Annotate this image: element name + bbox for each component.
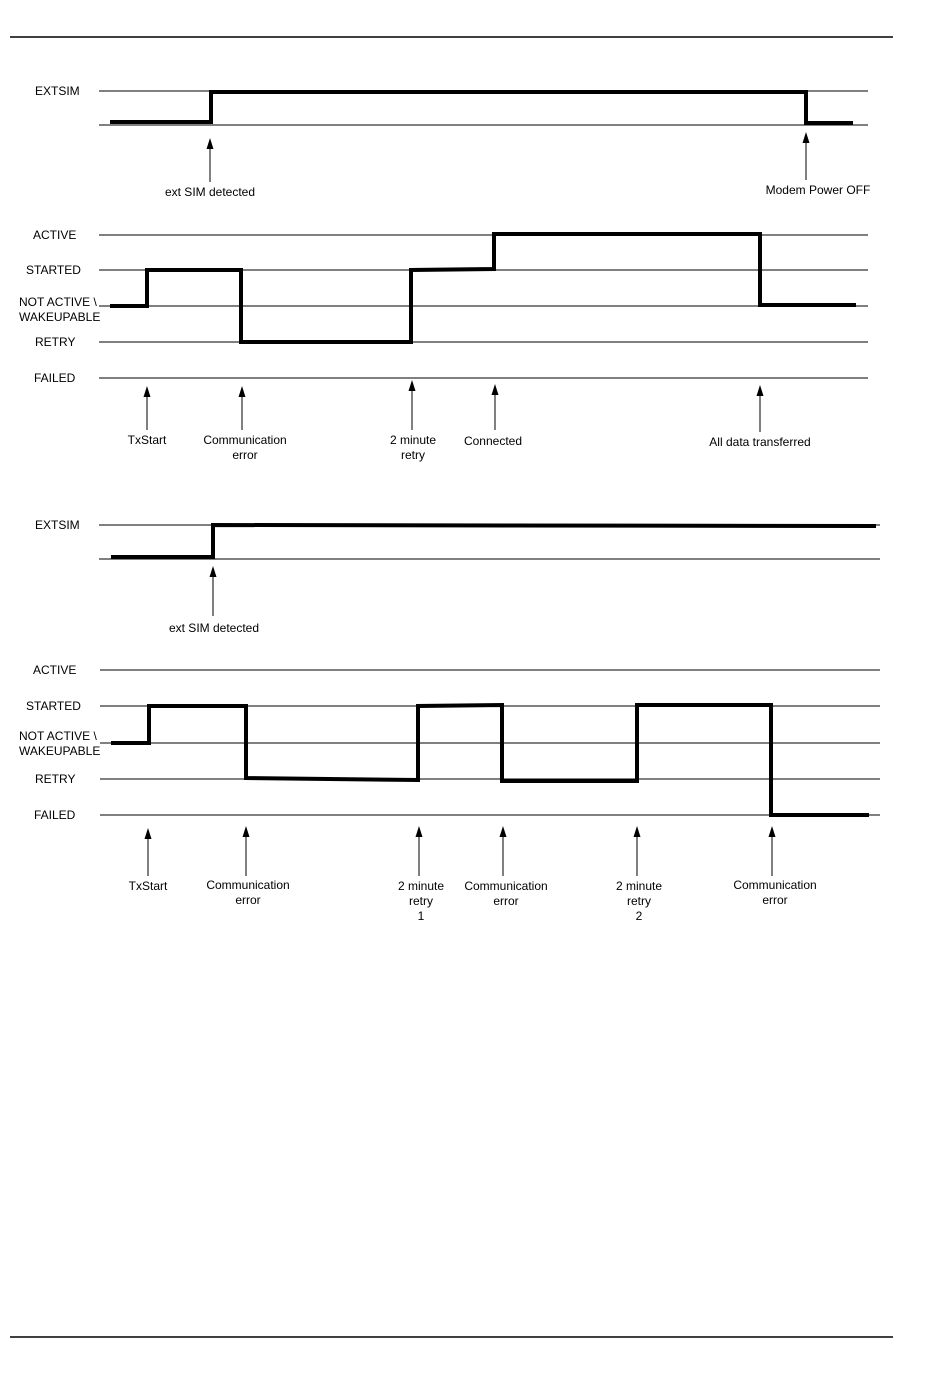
event-label: Connected xyxy=(463,434,523,448)
signal-trace xyxy=(110,234,856,342)
level-label-retry: RETRY xyxy=(35,335,76,349)
arrow-head-icon xyxy=(239,386,246,397)
level-label-active: ACTIVE xyxy=(33,228,77,242)
panel-state-1 xyxy=(19,228,868,462)
arrow-head-icon xyxy=(803,132,810,143)
event-label: TxStart xyxy=(127,433,167,447)
event-label: Modem Power OFF xyxy=(765,183,871,197)
arrow-head-icon xyxy=(210,566,217,577)
event-2-minute-retry-2 xyxy=(616,826,662,923)
level-label-started: STARTED xyxy=(26,699,81,713)
event-2-minute-retry-1 xyxy=(398,826,444,923)
event-txstart xyxy=(129,828,168,893)
arrow-head-icon xyxy=(492,384,499,395)
event-label: ext SIM detected xyxy=(164,185,256,199)
event-label: All data transferred xyxy=(709,435,811,449)
signal-trace xyxy=(110,92,853,123)
event-communication-error xyxy=(206,826,289,907)
event-label: Communication error xyxy=(464,879,548,908)
event-label: TxStart xyxy=(128,879,168,893)
event-modem-power-off xyxy=(766,132,871,197)
panel-extsim-2 xyxy=(35,518,880,635)
level-label-started: STARTED xyxy=(26,263,81,277)
arrow-head-icon xyxy=(409,380,416,391)
level-label-active: ACTIVE xyxy=(33,663,77,677)
arrow-head-icon xyxy=(243,826,250,837)
event-ext-sim-detected xyxy=(169,566,259,635)
event-label: 2 minute retry 2 xyxy=(615,879,663,923)
arrow-head-icon xyxy=(769,826,776,837)
event-label: 2 minute retry 1 xyxy=(397,879,445,923)
event-communication-error xyxy=(203,386,286,462)
event-label: Communication error xyxy=(206,878,290,907)
timing-panels xyxy=(19,84,880,923)
panel-extsim-1 xyxy=(35,84,870,199)
event-label: Communication error xyxy=(203,433,287,462)
event-connected xyxy=(464,384,522,448)
arrow-head-icon xyxy=(144,386,151,397)
level-label-not-active-wakeupable: NOT ACTIVE \ WAKEUPABLE xyxy=(19,729,101,758)
arrow-head-icon xyxy=(757,385,764,396)
arrow-head-icon xyxy=(207,138,214,149)
event-communication-error xyxy=(464,826,547,908)
arrow-head-icon xyxy=(416,826,423,837)
signal-trace xyxy=(111,525,876,557)
panel-state-2 xyxy=(19,663,880,923)
arrow-head-icon xyxy=(500,826,507,837)
level-label-retry: RETRY xyxy=(35,772,76,786)
level-label-failed: FAILED xyxy=(34,371,76,385)
level-label-failed: FAILED xyxy=(34,808,76,822)
level-label-extsim: EXTSIM xyxy=(35,84,80,98)
level-label-not-active-wakeupable: NOT ACTIVE \ WAKEUPABLE xyxy=(19,295,101,324)
signal-trace xyxy=(111,705,869,815)
event-all-data-transferred xyxy=(709,385,810,449)
event-communication-error xyxy=(733,826,816,907)
event-ext-sim-detected xyxy=(165,138,255,199)
event-2-minute-retry xyxy=(390,380,436,462)
arrow-head-icon xyxy=(145,828,152,839)
arrow-head-icon xyxy=(634,826,641,837)
event-label: ext SIM detected xyxy=(168,621,260,635)
event-label: Communication error xyxy=(733,878,817,907)
event-label: 2 minute retry xyxy=(389,433,437,462)
event-txstart xyxy=(128,386,167,447)
level-label-extsim: EXTSIM xyxy=(35,518,80,532)
